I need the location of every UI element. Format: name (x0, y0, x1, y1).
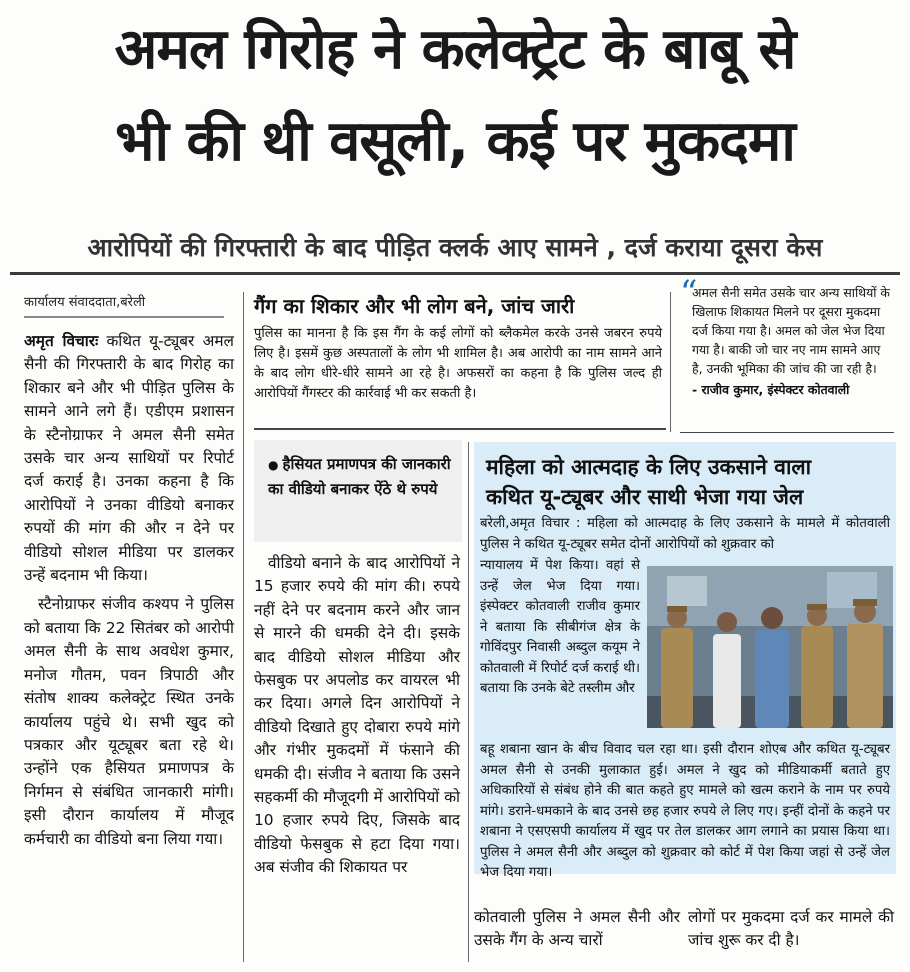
news-photo (647, 566, 893, 728)
bottom-col-4: लोगों पर मुकदमा दर्ज कर मामले की जांच शुरू कर दी है। (688, 908, 894, 950)
quote-text: अमल सैनी समेत उसके चार अन्य साथियों के खिलाफ शिकायत मिलने पर दूसरा मुकदमा दर्ज किया गया है। अमल को जेल भेज दिया गया है। बाकी जो चार नए नाम सामने आए है, उनकी भूमिका की जांच की जा रही है। (692, 285, 890, 376)
headline-line-2: भी की थी वसूली, कई पर मुकदमा (115, 109, 795, 174)
quote (692, 283, 890, 399)
col1-paragraph-1 (24, 330, 234, 587)
quote-attribution: - राजीव कुमार, इंस्पेक्टर कोतवाली (692, 382, 850, 397)
blue-heading-line-2: कथित यू-ट्यूबर और साथी भेजा गया जेल (486, 485, 804, 509)
box-heading: गैंग का शिकार और भी लोग बने, जांच जारी (254, 294, 575, 318)
headline-line-1: अमल गिरोह ने कलेक्ट्रेट के बाबू से (114, 17, 796, 82)
col1-p1-text: कथित यू-ट्यूबर अमल सैनी की गिरफ्तारी के बाद गिरोह का शिकार बने और भी पीड़ित पुलिस के सामने आने लगे हैं। एडीएम प्रशासन के स्टैनोग्राफर ने अमल सैनी समेत उसके चार अन्य साथियों पर रिपोर्ट दर्ज कराई है। उनका कहना है कि आरोपियों ने उनका वीडियो बनाकर रुपयों की मांग की और न देने पर वीडियो सोशल मीडिया पर डालकर उन्हें बदनाम भी किया। (24, 332, 234, 585)
blue-story-body-bottom: बहू शबाना खान के बीच विवाद चल रहा था। इसी दौरान शोएब और कथित यू-ट्यूबर अमल सैनी से उनकी मुलाकात हुई। अमल ने खुद को मीडियाकर्मी बताते हुए अधिकारियों से संबंध होने की बात कहते हुए मामले को खत्म कराने के नाम पर रुपये मांगे। डराने-धमकाने के बाद उनसे छह हजार रुपये ले लिए गए। इन्हीं दोनों के कहने पर शबाना ने एसएसपी कार्यालय में खुद पर तेल डालकर आग लगाने का प्रयास किया था। पुलिस ने अमल सैनी और अब्दुल को शुक्रवार को कोर्ट में पेश किया जहां से उन्हें जेल भेज दिया गया। (480, 742, 890, 880)
blue-story-body-top: बरेली,अमृत विचार : महिला को आत्मदाह के लिए उकसाने के मामले में कोतवाली पुलिस ने कथित यू-ट्यूबर समेत दोनों आरोपियों को शुक्रवार को (480, 516, 890, 552)
sub-heading (268, 452, 458, 501)
blue-story-heading (486, 452, 890, 512)
blue-heading-line-1: महिला को आत्मदाह के लिए उकसाने वाला (486, 455, 812, 479)
blue-story-body-left: न्यायालय में पेश किया। वहां से उन्हें जेल भेज दिया गया। इंस्पेक्टर कोतवाली राजीव कुमार ने बताया कि सीबीगंज क्षेत्र के गोविंदपुर निवासी अब्दुल कयूम ने कोतवाली में रिपोर्ट दर्ज कराई थी। बताया कि उनके बेटे तस्लीम और (480, 558, 640, 696)
quote-divider (680, 432, 894, 433)
byline: कार्यालय संवाददाता,बरेली (24, 292, 224, 318)
column-divider-1 (243, 292, 244, 962)
column-2 (254, 552, 460, 880)
bullet-icon: ● (268, 458, 279, 472)
col2-paragraph-1: वीडियो बनाने के बाद आरोपियों ने 15 हजार रुपये की मांग की। रुपये नहीं देने पर बदनाम करने और जान से मारने की धमकी देने दी। इसके बाद वीडियो सोशल मीडिया और फेसबुक पर अपलोड कर वायरल भी कर दिया। अगले दिन आरोपियों ने वीडियो दिखाते हुए दोबारा रुपये मांगे और गंभीर मुकदमों में फंसाने की धमकी दी। संजीव ने बताया कि उसने सहकर्मी की मौजूदगी में आरोपियों को 10 हजार रुपये दिए, जिसके बाद वीडियो फेसबुक से हटा दिया गया। अब संजीव की शिकायत पर (254, 554, 460, 877)
column-divider-3 (468, 442, 469, 962)
quote-mark-icon: “ (680, 273, 698, 313)
bottom-col-3: कोतवाली पुलिस ने अमल सैनी और उसके गैंग के अन्य चारों (474, 908, 680, 950)
dateline: अमृत विचारः (24, 332, 99, 350)
column-divider-2 (670, 292, 671, 432)
col1-paragraph-2: स्टैनोग्राफर संजीव कश्यप ने पुलिस को बताया कि 22 सितंबर को आरोपी अमल सैनी के साथ अवधेश कुमार, मनोज गौतम, पवन त्रिपाठी और संतोष शाक्य कलेक्ट्रेट स्थित उनके कार्यालय पहुंचे थे। सभी खुद को पत्रकार और यूट्यूबर बता रहे थे। उन्होंने एक हैसियत प्रमाणपत्र के निर्गमन से संबंधित जानकारी मांगी। इसी दौरान कार्यालय में मौजूद कर्मचारी का वीडियो बना लिया गया। (24, 595, 234, 848)
column-1 (24, 330, 234, 851)
police-group-photo (647, 566, 893, 728)
subheadline: आरोपियों की गिरफ्तारी के बाद पीड़ित क्लर्क आए सामने , दर्ज कराया दूसरा केस (10, 228, 900, 275)
box-body: पुलिस का मानना है कि इस गैंग के कई लोगों को ब्लैकमेल करके उनसे जबरन रुपये लिए है। इसमें कुछ अस्पतालों के लोग भी शामिल है। अब आरोपी का नाम सामने आने के बाद लोग धीरे-धीरे सामने आ रहे है। अफसरों का कहना है कि पुलिस जल्द ही आरोपियों गैंगस्टर की कार्रवाई भी कर सकती है। (254, 326, 662, 401)
sub-heading-text: हैसियत प्रमाणपत्र की जानकारी का वीडियो बनाकर ऐंठे थे रुपये (268, 455, 451, 498)
headline (10, 10, 900, 182)
box-divider (254, 428, 666, 430)
